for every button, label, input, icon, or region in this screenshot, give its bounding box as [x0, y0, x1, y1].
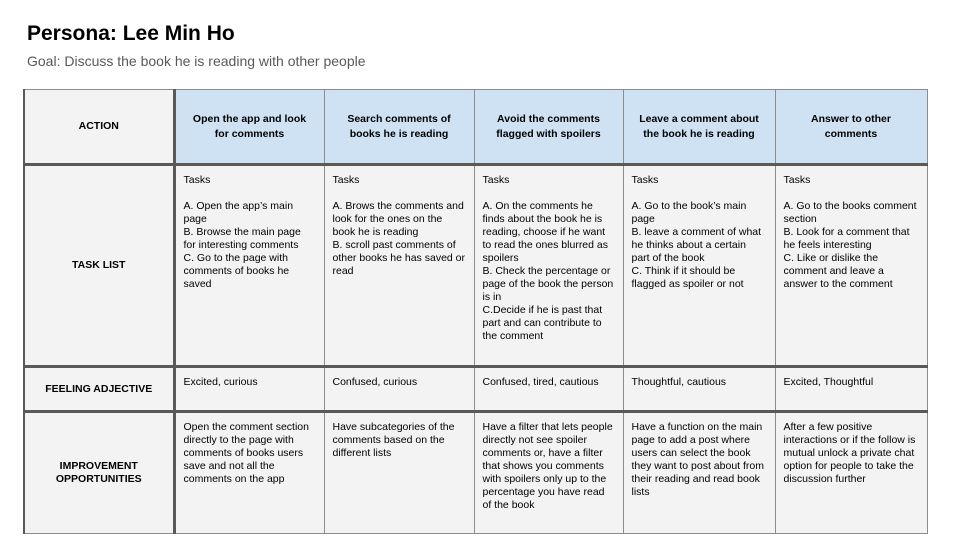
action-row	[24, 90, 927, 165]
task-item: B. leave a comment of what he thinks about a certain part of the book	[631, 226, 762, 264]
row-header-action: ACTION	[24, 90, 174, 165]
row-header-improvement: IMPROVEMENT OPPORTUNITIES	[24, 412, 174, 534]
task-item: B. Look for a comment that he feels interesting	[783, 226, 910, 251]
task-item: C. Like or dislike the comment and leave a answer to the comment	[783, 252, 893, 290]
task-cell-5	[775, 165, 927, 367]
feeling-cell-5: Excited, Thoughtful	[775, 367, 927, 412]
task-list-row	[24, 165, 927, 367]
task-item: A. On the comments he finds about the book he is reading, choose if he want to read the ones blurred as spoilers	[482, 200, 608, 264]
feeling-cell-2: Confused, curious	[324, 367, 474, 412]
feeling-row	[24, 367, 927, 412]
task-cell-4	[623, 165, 775, 367]
task-cell-3	[474, 165, 623, 367]
feeling-cell-4: Thoughtful, cautious	[623, 367, 775, 412]
row-header-feeling: FEELING ADJECTIVE	[24, 367, 174, 412]
feeling-cell-1: Excited, curious	[174, 367, 324, 412]
action-cell-5: Answer to other comments	[775, 90, 927, 165]
improvement-cell-2: Have subcategories of the comments based on the different lists	[324, 412, 474, 534]
task-item: B. Browse the main page for interesting comments	[183, 226, 301, 251]
task-item: B. Check the percentage or page of the book the person is in	[482, 265, 614, 303]
task-item: A. Go to the books comment section	[783, 200, 917, 225]
task-item: A. Open the app’s main page	[183, 200, 294, 225]
improvement-cell-3: Have a filter that lets people directly not see spoiler comments or, have a filter that shows you comments with spoilers only up to the percentage you have read of the book	[474, 412, 623, 534]
tasks-label: Tasks	[482, 174, 510, 186]
tasks-label: Tasks	[332, 174, 360, 186]
task-item: C.Decide if he is past that part and can contribute to the comment	[482, 304, 603, 342]
task-item: C. Go to the page with comments of books he saved	[183, 252, 290, 290]
row-header-task-list: TASK LIST	[24, 165, 174, 367]
task-item: C. Think if it should be flagged as spoiler or not	[631, 265, 744, 290]
action-cell-2: Search comments of books he is reading	[324, 90, 474, 165]
task-item: A. Go to the book’s main page	[631, 200, 747, 225]
persona-goal: Goal: Discuss the book he is reading with other people	[27, 53, 366, 69]
tasks-label: Tasks	[183, 174, 211, 186]
tasks-label: Tasks	[783, 174, 811, 186]
action-cell-3: Avoid the comments flagged with spoilers	[474, 90, 623, 165]
page-title: Persona: Lee Min Ho	[27, 22, 235, 45]
journey-map-table	[23, 89, 928, 534]
tasks-label: Tasks	[631, 174, 659, 186]
feeling-cell-3: Confused, tired, cautious	[474, 367, 623, 412]
task-item: A. Brows the comments and look for the ones on the book he is reading	[332, 200, 464, 238]
task-cell-1	[174, 165, 324, 367]
improvement-cell-1: Open the comment section directly to the page with comments of books users save and not all the comments on the app	[174, 412, 324, 534]
action-cell-4: Leave a comment about the book he is reading	[623, 90, 775, 165]
improvement-row	[24, 412, 927, 534]
improvement-cell-5: After a few positive interactions or if the follow is mutual unlock a private chat option for people to take the discussion further	[775, 412, 927, 534]
improvement-cell-4: Have a function on the main page to add a post where users can select the book they want to post about from their reading and read book lists	[623, 412, 775, 534]
action-cell-1: Open the app and look for comments	[174, 90, 324, 165]
task-item: B. scroll past comments of other books he has saved or read	[332, 239, 466, 277]
task-cell-2	[324, 165, 474, 367]
